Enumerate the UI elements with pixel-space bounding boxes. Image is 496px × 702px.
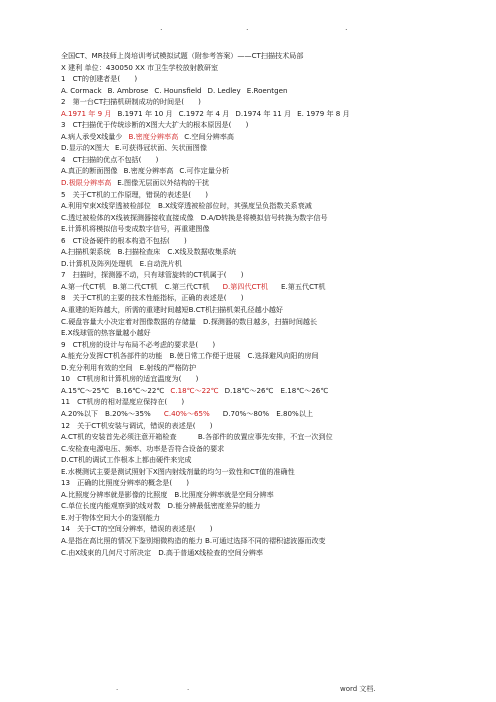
question-stem: 13 正确的比照度分辨率的概念是( ) [61,478,190,488]
option: A.CT机的安装首先必须注意开箱检查 B.各部件的放置应事先安排，不宜一次到位 [61,432,333,442]
option: D.1974 年 11 月 [235,108,292,118]
option: E.图像无层面以外结构的干扰 [117,178,210,188]
option: E.水模测试主要是测试照射下X图内射线剂量的均匀一致性和CT值的准确性 [61,466,295,476]
question-stem: 4 CT扫描的优点不包括( ) [61,154,159,164]
header-mark: . [345,23,348,32]
option-line [61,500,481,512]
option: E.Roentgen [246,85,288,95]
option-line [61,108,481,120]
option: D.计算机及阵列处理机 E.自动洗片机 [61,258,182,268]
option-line [61,316,481,328]
option: A.真正的断面图像 [61,166,118,176]
option-line [61,385,481,397]
option: C.硬盘容量大小决定着对图像数据的存储量 D.探测器的数目越多，扫描时间越长 [61,316,318,326]
option-line [61,443,481,455]
option: E.计算机将模拟信号变成数字信号，再重建图像 [61,224,210,234]
option: E.对于物体空间大小的鉴别能力 [61,512,160,522]
option-line [61,304,481,316]
question-stem: 5 关于CT机的工作原理，错误的表述是( ) [61,189,209,199]
question-stem: 12 关于CT机安装与调试，错误的表述是( ) [61,420,213,430]
option-line [61,223,481,235]
author-line: X 建利 单位：430050 XX 市卫生学校放射教研室 [61,62,219,72]
question-stem: 6 CT设备硬件的根本构造不包括( ) [61,235,187,245]
option-line [61,246,481,258]
question-stem: 3 CT扫描优于传统诊断的X图大大扩大的根本原因是( ) [61,120,249,130]
document-body [61,50,481,558]
option: C.1972 年 4 月 [178,108,230,118]
answer-option: A.1971 年 9 月 [61,108,112,118]
footer-middle: . [187,684,190,692]
option-line [61,258,481,270]
question-stem: 14 关于CT的空间分辨率，错误的表述是( ) [61,524,213,534]
option-line [61,547,481,559]
option: C.空间分辨率高 [184,131,234,141]
option: A.重建的矩阵越大，所需的重建时间越短B.CT机扫描机架孔径越小越好 [61,305,284,315]
option-line [61,200,481,212]
option: C. Hounsfield [154,85,202,95]
question-stem: 9 CT机房的设计与布局不必考虑的要求是( ) [61,339,216,349]
answer-option: C.18℃～22℃ [170,385,219,395]
option-line [61,212,481,224]
option-line [61,85,481,97]
header-mark: . [160,23,163,32]
option: D.18℃～26℃ E.18℃～26℃ [224,385,329,395]
option: A.病人承受X线量少 [61,131,123,141]
option: D.70%～80% E.80%以上 [215,408,313,418]
option-line [61,431,481,443]
option-line [61,281,481,293]
option: A.是指在高比照的情况下鉴别细微构造的能力 B.可通过选择不同的褶积滤波器而改变 [61,535,326,545]
option: E. 1979 年 8 月 [297,108,350,118]
option: A.比照度分辨率就是影像的比照度 B.比照度分辨率就是空间分辨率 [61,489,274,499]
option: A.能充分发挥CT机各部件的功能 B.使日常工作便于进展 C.选择避风向阳的房间 [61,351,319,361]
option-line [61,177,481,189]
option: C.可作定量分析 [179,166,230,176]
question-stem: 1 CT的创建者是( ) [61,74,138,84]
option-line [61,512,481,524]
question-stem: 2 第一台CT扫描机研制成功的时间是( ) [61,97,201,107]
document-title: 全国CT、MR技师上岗培训考试模拟试题（附参考答案）——CT扫描技术局部 [61,51,304,60]
option-line [61,489,481,501]
answer-option: C.40%～65% [163,408,210,418]
option-line [61,454,481,466]
option: D.CT机的调试工作根本上都由硬件来完成 [61,455,192,465]
option: C.安检查电源电压、频率、功率是否符合设备的要求 [61,443,225,453]
option: B. Ambrose [107,85,149,95]
option-line [61,350,481,362]
question-stem: 10 CT机房和计算机房的适宜温度为( ) [61,374,199,384]
answer-option: B.密度分辨率高 [128,131,179,141]
option-line [61,408,481,420]
option-line [61,466,481,478]
header-mark: . [246,23,249,32]
option: A. Cormack [61,85,102,95]
option: B.密度分辨率高 [123,166,174,176]
option-line [61,535,481,547]
option: C.单位长度内能观察到的线对数 D.能分辨最低密度差异的能力 [61,501,261,511]
question-stem: 8 关于CT机的主要的技术性能指标，正确的表述是( ) [61,293,244,303]
option: A.20%以下 B.20%～35% [61,408,158,418]
option: C.透过被检体的X线被探测器接收直接成像 D.A/D转换是将模拟信号转换为数字信号 [61,212,328,222]
option-line [61,131,481,143]
option: D. Ledley [207,85,241,95]
option-line [61,142,481,154]
footer-left: . [116,684,119,692]
option-line [61,362,481,374]
footer-right: word 文档. [340,685,376,693]
option: A.扫描机架系统 B.扫描检查床 C.X线及数据收集系统 [61,247,237,257]
option-line [61,327,481,339]
option: A.15℃～25℃ B.16℃～22℃ [61,385,165,395]
question-stem: 7 扫描时，探测器不动，只有球管旋转的CT机属于( ) [61,270,244,280]
option: E.第五代CT机 [273,281,326,291]
option: B.1971 年 10 月 [117,108,173,118]
option-line [61,165,481,177]
answer-option: D.极限分辨率高 [61,178,112,188]
option: D.充分利用有效的空间 E.射线的严格防护 [61,362,197,372]
question-stem: 11 CT机房的相对湿度应保持在( ) [61,397,185,407]
option: A.利用窄束X线穿透被检部位 B.X线穿透被检部位时，其强度呈负指数关系衰减 [61,201,312,211]
question-list [61,73,481,558]
option: A.第一代CT机 B.第二代CT机 C.第三代CT机 [61,281,217,291]
option: C.由X线束的几何尺寸所决定 D.高于普通X线检查的空间分辨率 [61,547,263,557]
option: D.显示的X图大 [61,143,110,153]
answer-option: D.第四代CT机 [222,281,268,291]
option: E.X线球管的热容量越小越好 [61,328,151,338]
option: E.可获得冠状面、矢状面图像 [115,143,207,153]
